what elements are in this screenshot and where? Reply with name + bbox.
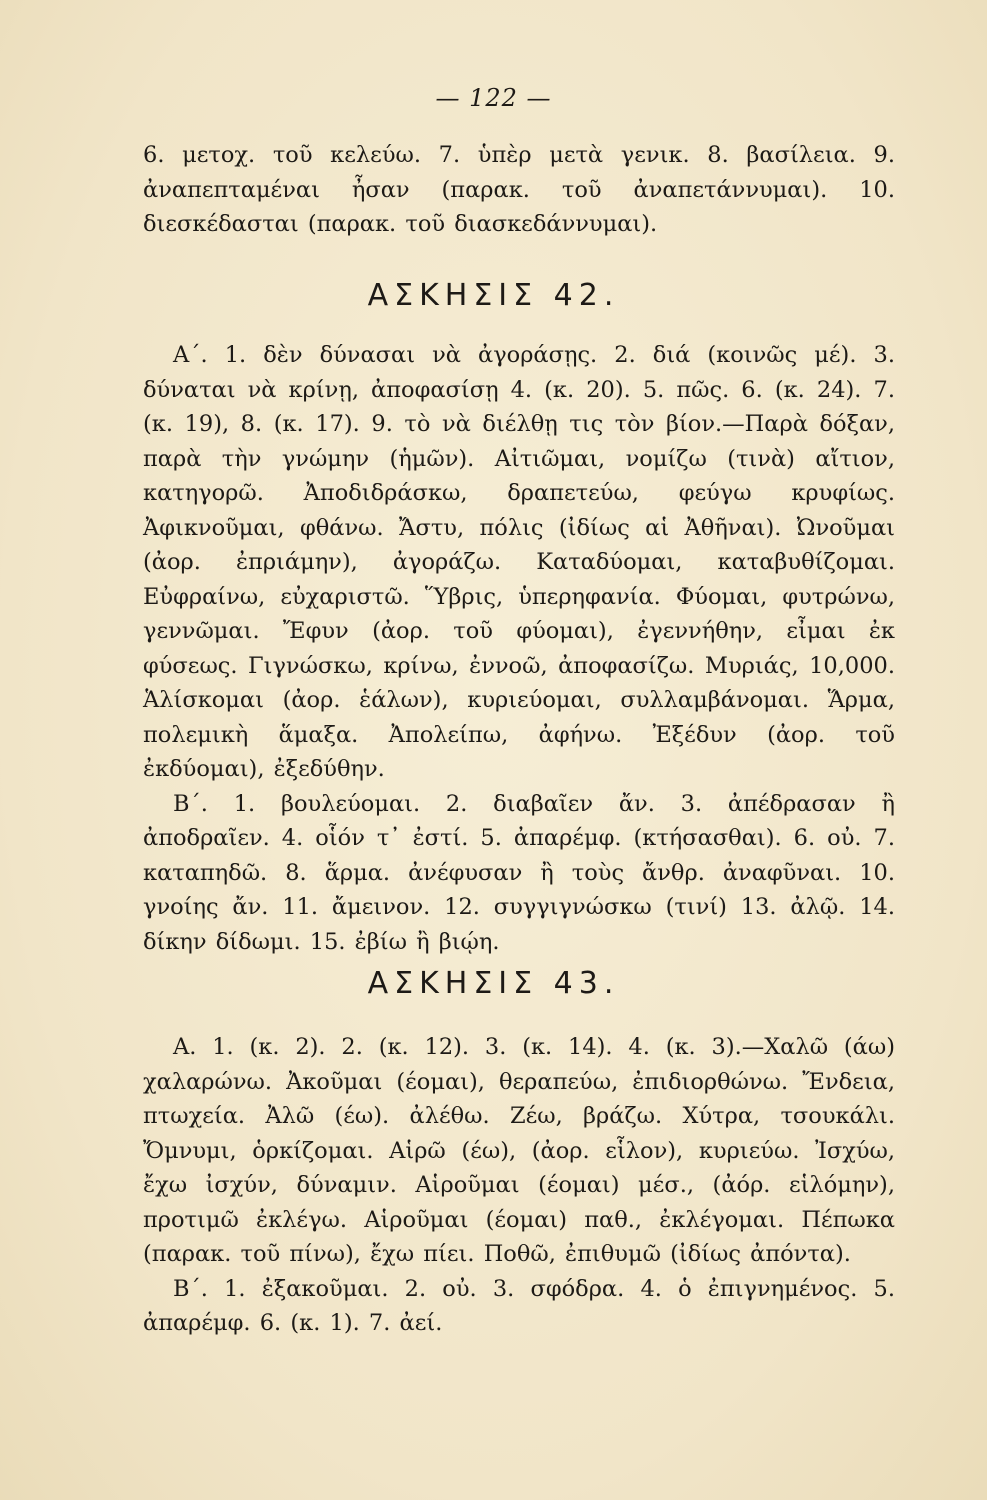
exercise-43-part-a: Α. 1. (κ. 2). 2. (κ. 12). 3. (κ. 14). 4. (κ. 3).—Χαλῶ (άω) χαλαρώνω. Ἀκοῦμαι (έομαι), θεραπεύω, ἐπιδιορθώνω. Ἔνδεια, πτωχεία. Ἀλῶ (έω). ἀλέθω. Ζέω, βράζω. Χύτρα, τσουκάλι. Ὄμνυμι, ὁρκίζομαι. Αἱρῶ (έω), (ἀορ. εἷλον), κυριεύω. Ἰσχύω, ἔχω ἰσχύν, δύναμιν. Αἱροῦμαι (έομαι) μέσ., (ἀόρ. εἱλόμην), προτιμῶ ἐκλέγω. Αἱροῦμαι (έομαι) παθ., ἐκλέγομαι. Πέπωκα (παρακ. τοῦ πίνω), ἔχω πίει. Ποθῶ, ἐπιθυμῶ (ἰδίως ἀπόντα). — [143, 1034, 895, 1267]
exercise-42-part-a: Α΄. 1. δὲν δύνασαι νὰ ἀγοράσῃς. 2. διά (κοινῶς μέ). 3. δύναται νὰ κρίνῃ, ἀποφασίσῃ 4. (κ. 20). 5. πῶς. 6. (κ. 24). 7. (κ. 19), 8. (κ. 17). 9. τὸ νὰ διέλθῃ τις τὸν βίον.—Παρὰ δόξαν, παρὰ τὴν γνώμην (ἡμῶν). Αἰτιῶμαι, νομίζω (τινὰ) αἴτιον, κατηγορῶ. Ἀποδιδράσκω, δραπετεύω, φεύγω κρυφίως. Ἀφικνοῦμαι, φθάνω. Ἄστυ, πόλις (ἰδίως αἱ Ἀθῆναι). Ὠνοῦμαι (ἀορ. ἐπριάμην), ἀγοράζω. Καταδύομαι, καταβυθίζομαι. Εὐφραίνω, εὐχαριστῶ. Ὕβρις, ὑπερηφανία. Φύομαι, φυτρώνω, γεννῶμαι. Ἔφυν (ἀορ. τοῦ φύομαι), ἐγεννήθην, εἶμαι ἐκ φύσεως. Γιγνώσκω, κρίνω, ἐννοῶ, ἀποφασίζω. Μυριάς, 10,000. Ἁλίσκομαι (ἀορ. ἑάλων), κυριεύομαι, συλλαμβάνομαι. Ἅρμα, πολεμικὴ ἅμαξα. Ἀπολείπω, ἀφήνω. Ἐξέδυν (ἀορ. τοῦ ἐκδύομαι), ἐξεδύθην. — [143, 342, 895, 782]
exercise-42-heading: ΑΣΚΗΣΙΣ 42. — [367, 278, 620, 313]
exercise-43-part-b: Β΄. 1. ἐξακοῦμαι. 2. οὐ. 3. σφόδρα. 4. ὁ ἐπιγνημένος. 5. ἀπαρέμφ. 6. (κ. 1). 7. ἀεί. — [143, 1275, 895, 1336]
exercise-43-heading: ΑΣΚΗΣΙΣ 43. — [367, 966, 620, 1001]
continuation-text: 6. μετοχ. τοῦ κελεύω. 7. ὑπὲρ μετὰ γενικ. 8. βασίλεια. 9. ἀναπεπταμέναι ἦσαν (παρακ. τοῦ ἀναπετάννυμαι). 10. διεσκέδασται (παρακ. τοῦ διασκεδάννυμαι). — [143, 142, 895, 237]
continuation-paragraph — [143, 138, 895, 242]
exercise-43-body — [143, 1030, 895, 1341]
page-number: — 122 — — [435, 84, 552, 112]
exercise-42-part-b: Β΄. 1. βουλεύομαι. 2. διαβαῖεν ἄν. 3. ἀπέδρασαν ἢ ἀποδραῖεν. 4. οἷόν τ᾿ ἐστί. 5. ἀπαρέμφ. (κτήσασθαι). 6. οὐ. 7. καταπηδῶ. 8. ἅρμα. ἀνέφυσαν ἢ τοὺς ἄνθρ. ἀναφῦναι. 10. γνοίης ἄν. 11. ἄμεινον. 12. συγγιγνώσκω (τινί) 13. ἀλῷ. 14. δίκην δίδωμι. 15. ἐβίω ἢ βιῴη. — [143, 790, 895, 955]
exercise-42-body — [143, 338, 895, 959]
